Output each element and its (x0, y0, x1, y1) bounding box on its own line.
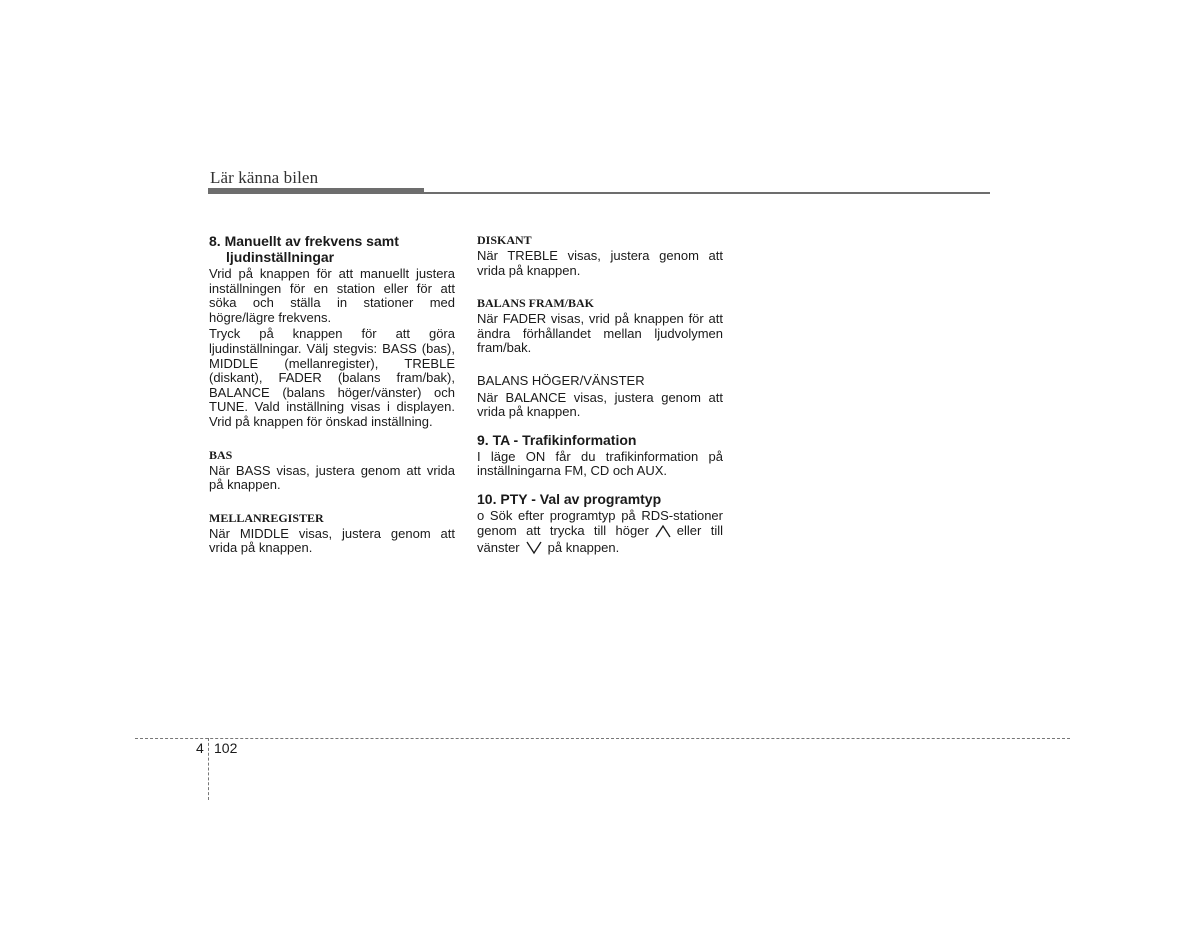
section-10-text (477, 509, 723, 559)
chevron-down-icon (526, 541, 542, 559)
section-10-text-part3: på knappen. (547, 540, 620, 556)
section-10-heading: 10. PTY - Val av programtyp (477, 490, 662, 507)
section-9-heading: 9. TA - Trafikinformation (477, 431, 637, 448)
right-column (477, 233, 723, 559)
bas-heading: BAS (209, 447, 233, 462)
chevron-up-icon (655, 524, 671, 542)
balans-fram-bak-heading: BALANS FRAM/BAK (477, 296, 595, 311)
section-8-paragraph-1: Vrid på knappen för att manuellt justera inställningen för en station eller för att söka och ställa in stationer med högre/lägre frekvens. (209, 266, 455, 325)
bas-text: När BASS visas, justera genom att vrida på knappen. (209, 462, 455, 493)
mellanregister-text: När MIDDLE visas, justera genom att vrida på knappen. (209, 525, 455, 556)
footer-dashed-rule (135, 738, 1070, 739)
footer-dashed-divider (208, 738, 209, 800)
section-8-paragraph-2: Tryck på knappen för att göra ljudinställningar. Välj stegvis: BASS (bas), MIDDLE (mellanregister), TREBLE (diskant), FADER (balans fram/bak), BALANCE (balans höger/vänster) och TUNE. Vald inställning visas i displayen. Vrid på knappen för önskad inställning. (209, 326, 455, 429)
balans-hoger-vanster-heading: BALANS HÖGER/VÄNSTER (477, 372, 645, 388)
balans-hoger-vanster-text: När BALANCE visas, justera genom att vrida på knappen. (477, 389, 723, 420)
section-8-heading (209, 233, 455, 265)
balans-fram-bak-text: När FADER visas, vrid på knappen för att ändra förhållandet mellan ljudvolymen fram/bak. (477, 311, 723, 356)
diskant-heading: DISKANT (477, 233, 532, 247)
section-header-title: Lär känna bilen (210, 168, 319, 187)
section-9-text: I läge ON får du trafikinformation på inställningarna FM, CD och AUX. (477, 448, 723, 479)
mellanregister-heading: MELLANREGISTER (209, 510, 324, 525)
left-column (209, 233, 455, 556)
header-rule (208, 192, 990, 194)
section-8-heading-line1: 8. Manuellt av frekvens samt (209, 233, 399, 249)
section-10-text-part1: o Sök efter programtyp på RDS-stationer genom att trycka till höger (477, 507, 723, 538)
page-number: 102 (214, 740, 238, 756)
section-10-text-part2: eller till vänster (477, 522, 723, 556)
section-8-heading-line2: ljudinställningar (226, 249, 335, 265)
diskant-text: När TREBLE visas, justera genom att vrida på knappen. (477, 248, 723, 278)
chapter-number: 4 (196, 740, 204, 756)
